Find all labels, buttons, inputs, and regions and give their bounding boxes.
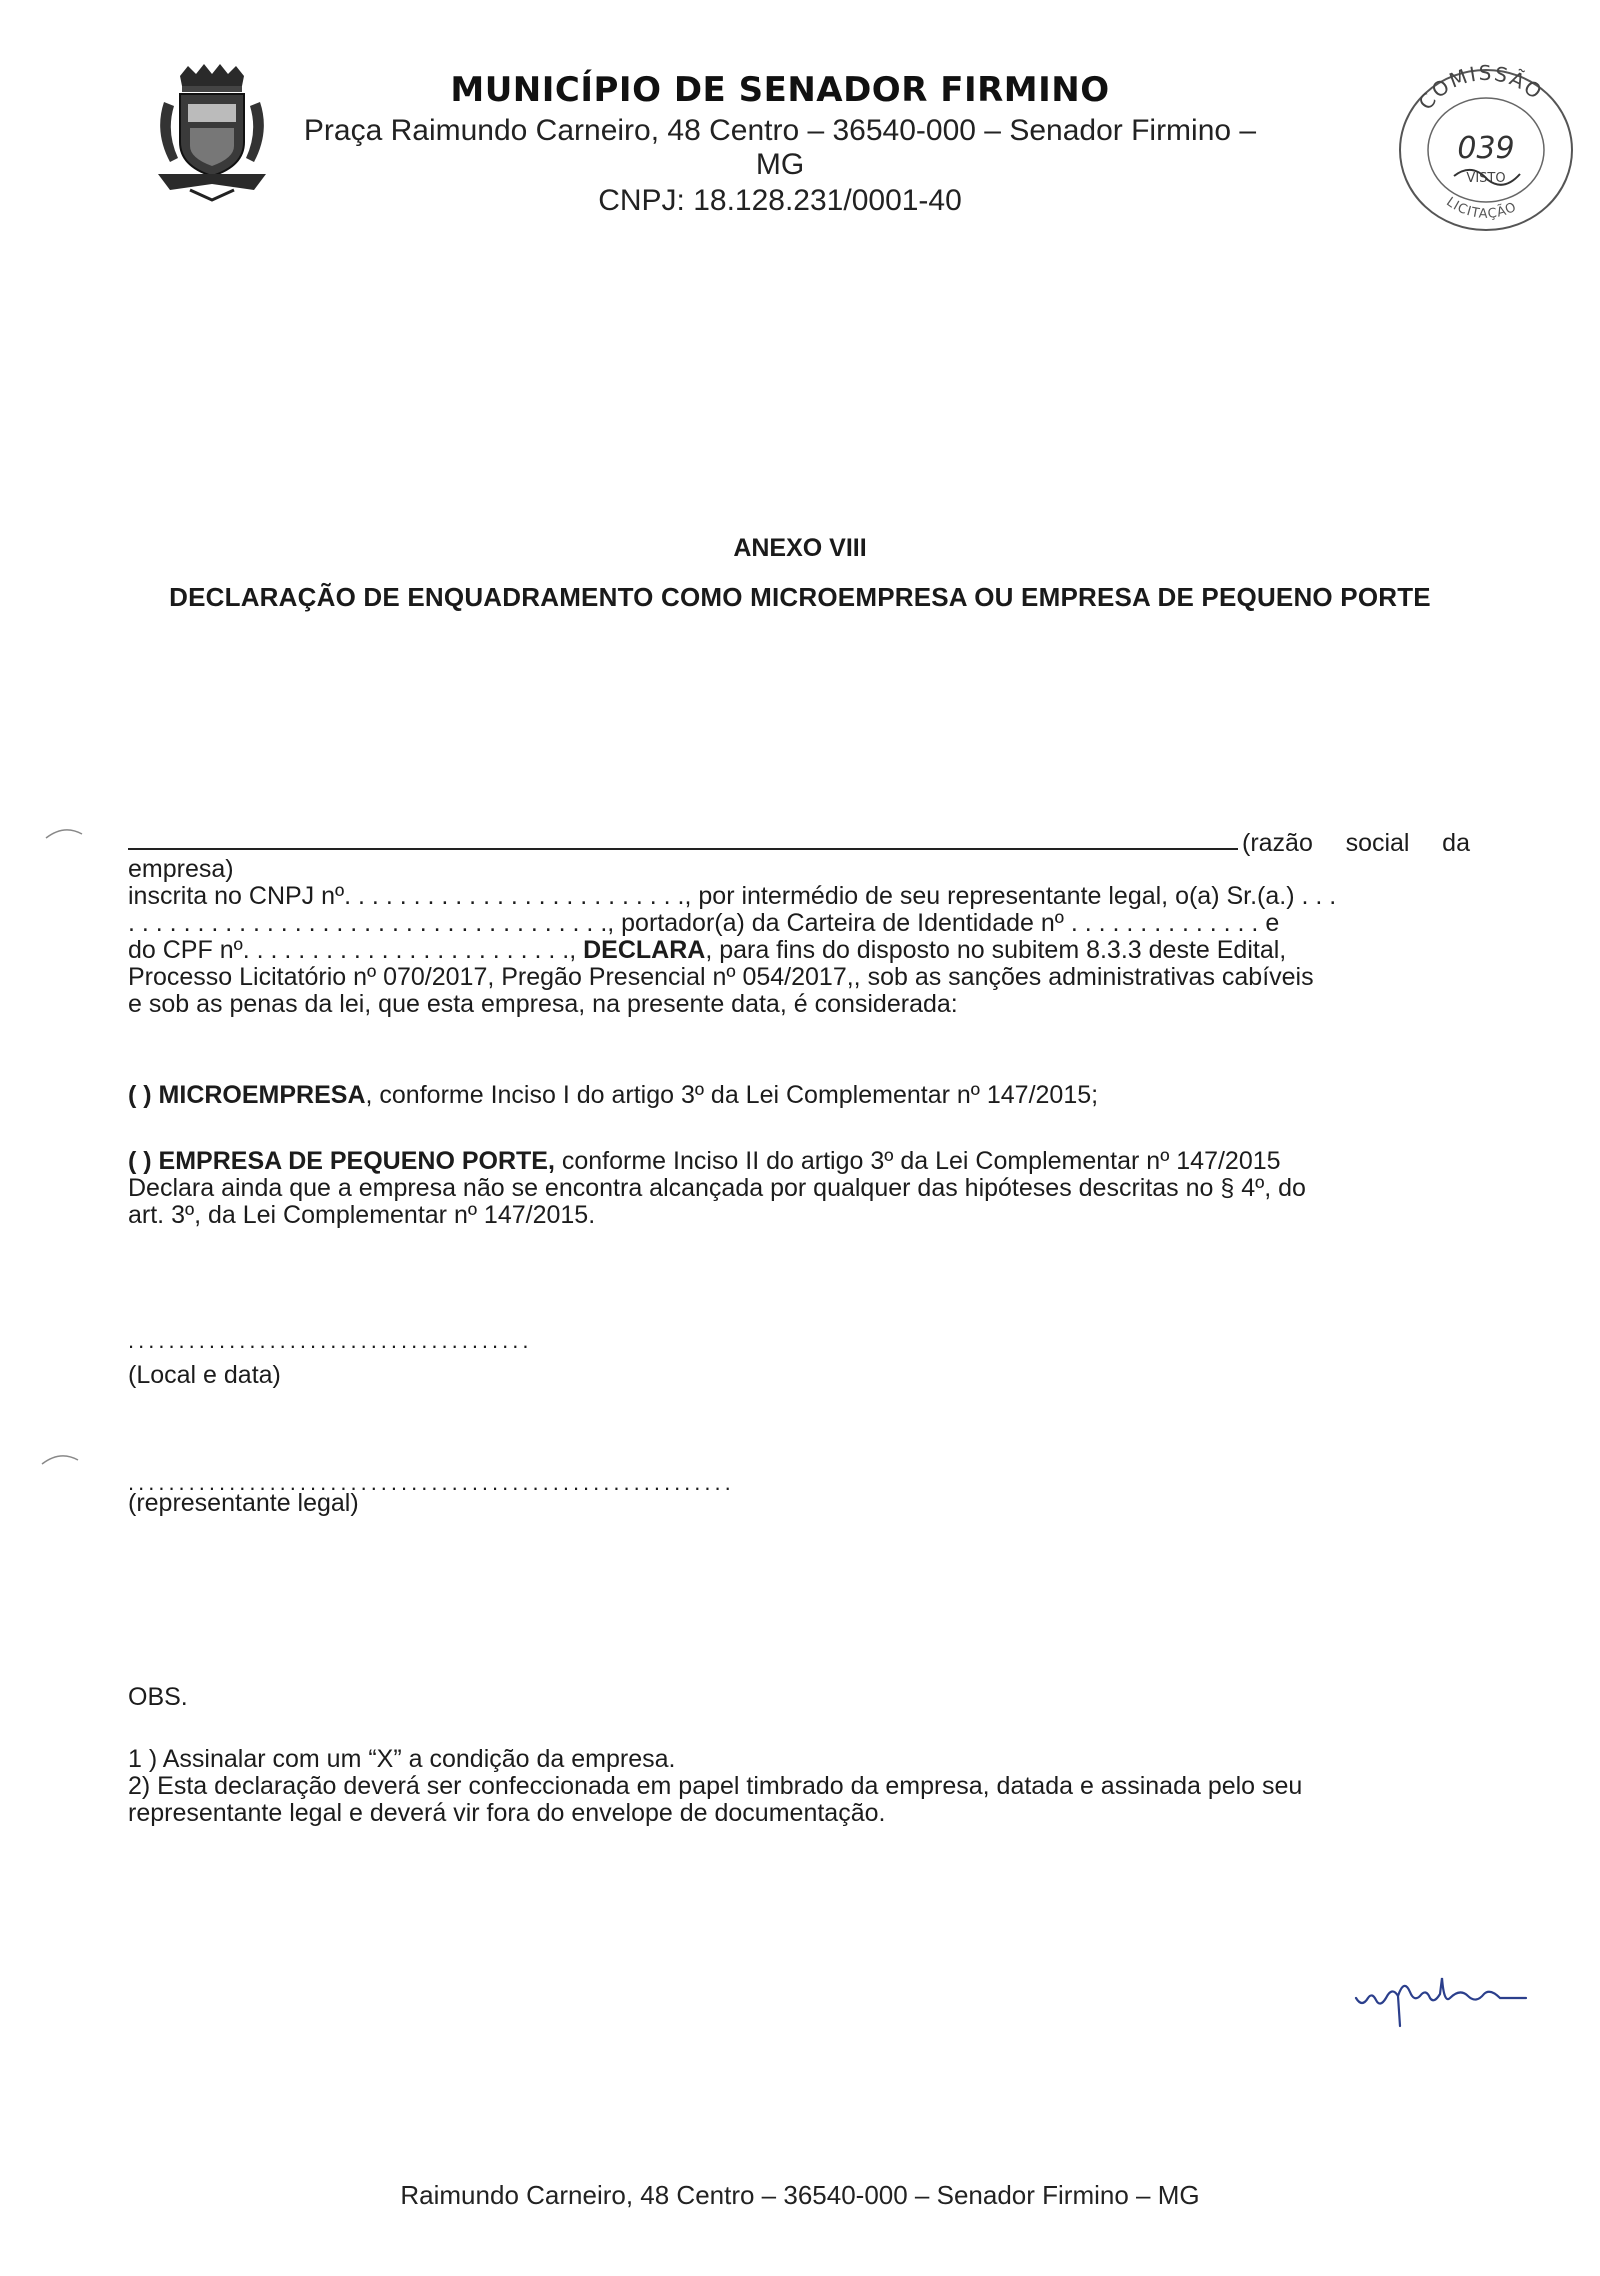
municipality-address: Praça Raimundo Carneiro, 48 Centro – 36540-000 – Senador Firmino – MG xyxy=(303,114,1257,181)
municipal-crest-logo xyxy=(150,62,270,202)
option-text: , conforme Inciso I do artigo 3º da Lei Complementar nº 147/2015; xyxy=(365,1081,1099,1109)
option-text: Declara ainda que a empresa não se encontra alcançada por qualquer das hipóteses descritas no § 4º, do xyxy=(128,1174,1306,1202)
cnpj-blank: inscrita no CNPJ nº. . . . . . . . . . . . . . . . . . . . . . . . . xyxy=(128,883,685,910)
municipality-cnpj: CNPJ: 18.128.231/0001-40 xyxy=(598,184,962,217)
representative-blank: . . . . . . . . . . . . . . . . . . . . . . . . . . . . . . . . . . . xyxy=(128,910,608,937)
local-date-label: (Local e data) xyxy=(128,1361,281,1389)
obs-item: representante legal e deverá vir fora do envelope de documentação. xyxy=(128,1799,886,1827)
paragraph-line: Processo Licitatório nº 070/2017, Pregão Presencial nº 054/2017,, sob as sanções administrativas cabíveis xyxy=(128,964,1314,991)
cpf-blank: do CPF nº. . . . . . . . . . . . . . . . . . . . . . . . xyxy=(128,937,570,964)
declaration-paragraph xyxy=(128,856,1470,1018)
svg-text:COMISSÃO xyxy=(1413,61,1548,114)
paragraph-line xyxy=(128,937,1470,964)
paragraph-text: , xyxy=(569,937,584,964)
paragraph-text: , portador(a) da Carteira de Identidade nº . . . . . . . . . . . . . . e xyxy=(607,910,1280,937)
paragraph-line xyxy=(128,883,1470,910)
obs-item: 2) Esta declaração deverá ser confeccionada em papel timbrado da empresa, datada e assinada pelo seu xyxy=(128,1772,1303,1800)
paragraph-line: empresa) xyxy=(128,856,234,883)
annex-title: ANEXO VIII xyxy=(733,534,867,562)
handwritten-initials xyxy=(1350,1968,1530,2028)
stamp-number: 039 xyxy=(1457,131,1515,166)
municipality-name: MUNICÍPIO DE SENADOR FIRMINO xyxy=(450,70,1110,110)
option-title: EMPRESA DE PEQUENO PORTE, xyxy=(158,1147,555,1175)
option-epp xyxy=(128,1148,1470,1229)
stamp-top-text: COMISSÃO xyxy=(1413,60,1549,115)
local-date-blank: ........................................ xyxy=(128,1328,533,1353)
option-microempresa xyxy=(128,1082,1470,1109)
option-title: MICROEMPRESA xyxy=(158,1081,366,1109)
declaration-title: DECLARAÇÃO DE ENQUADRAMENTO COMO MICROEMPRESA OU EMPRESA DE PEQUENO PORTE xyxy=(169,582,1431,612)
company-name-blank xyxy=(128,848,1238,850)
checkbox-marker: ( ) xyxy=(128,1081,159,1109)
paragraph-line: e sob as penas da lei, que esta empresa, na presente data, é considerada: xyxy=(128,991,958,1018)
obs-title: OBS. xyxy=(128,1683,188,1711)
representative-label: (representante legal) xyxy=(128,1489,359,1517)
margin-mark xyxy=(44,826,84,840)
commission-stamp xyxy=(1388,58,1584,238)
option-text: art. 3º, da Lei Complementar nº 147/2015. xyxy=(128,1201,596,1229)
paragraph-text: , por intermédio de seu representante legal, o(a) Sr.(a.) . . . xyxy=(684,883,1337,910)
margin-mark xyxy=(40,1452,80,1466)
representative-signature-blank: ............................................................ xyxy=(128,1470,735,1495)
obs-list xyxy=(128,1746,1470,1827)
obs-item: 1 ) Assinalar com um “X” a condição da empresa. xyxy=(128,1745,676,1773)
option-text: conforme Inciso II do artigo 3º da Lei Complementar nº 147/2015 xyxy=(554,1147,1281,1175)
stamp-bottom-text: LICITAÇÃO xyxy=(1443,194,1520,222)
stamp-visto: VISTO xyxy=(1466,171,1506,186)
declara-keyword: DECLARA xyxy=(583,937,706,964)
letterhead xyxy=(280,70,1280,218)
paragraph-line xyxy=(128,910,1470,937)
razao-social-label: (razão social da xyxy=(1242,829,1470,857)
checkbox-marker: ( ) xyxy=(128,1147,159,1175)
footer-address: Raimundo Carneiro, 48 Centro – 36540-000 – Senador Firmino – MG xyxy=(400,2180,1200,2210)
paragraph-text: , para fins do disposto no subitem 8.3.3 deste Edital, xyxy=(705,937,1287,964)
